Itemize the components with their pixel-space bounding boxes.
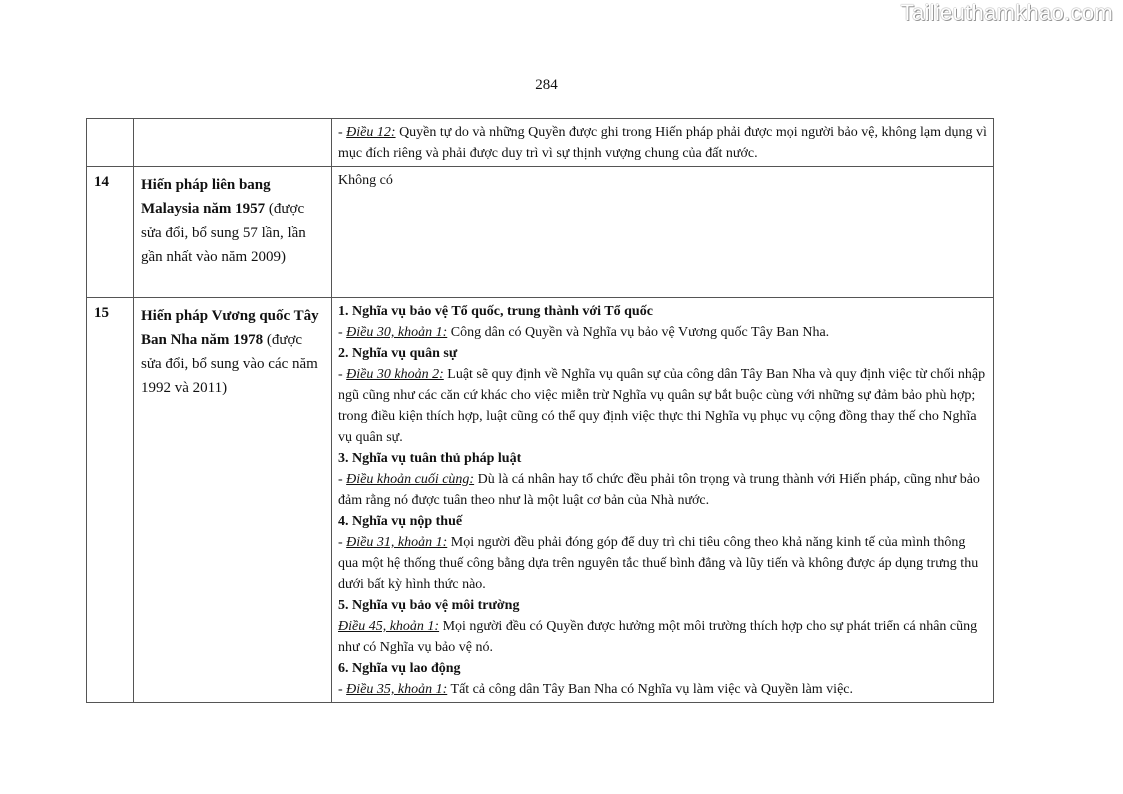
- section-prefix: -: [338, 472, 347, 487]
- number-cell: [87, 119, 134, 167]
- table-row-continuation: [87, 119, 994, 167]
- section-heading: 1. Nghĩa vụ bảo vệ Tổ quốc, trung thành với Tổ quốc: [338, 304, 653, 319]
- watermark: Tailieuthamkhao.com: [900, 0, 1113, 25]
- name-cell: [134, 119, 332, 167]
- constitution-name: [134, 298, 332, 703]
- article-ref: Điều 30 khoản 2:: [346, 367, 444, 382]
- constitution-title: Hiến pháp Vương quốc Tây Ban Nha năm 1978: [141, 308, 319, 348]
- article-text: Dù là cá nhân hay tổ chức đều phải tôn trọng và trung thành với Hiến pháp, cũng như bảo đảm rằng nó được tuân theo như là một luật cơ bản của Nhà nước.: [338, 472, 980, 508]
- section-body: [338, 532, 987, 595]
- section-prefix: -: [338, 367, 347, 382]
- section-prefix: -: [338, 325, 347, 340]
- content-text: Không có: [338, 173, 393, 188]
- article-ref: Điều khoản cuối cùng:: [346, 472, 475, 487]
- section-body: [338, 679, 987, 700]
- article-text: Mọi người đều có Quyền được hưởng một môi trường thích hợp cho sự phát triển cá nhân cũng như có Nghĩa vụ bảo vệ nó.: [338, 619, 978, 655]
- table-row-14: [87, 167, 994, 298]
- section-body: [338, 616, 987, 658]
- article-ref: Điều 35, khoản 1:: [346, 682, 448, 697]
- section-heading: 2. Nghĩa vụ quân sự: [338, 346, 458, 361]
- section-body: [338, 364, 987, 448]
- section-body: [338, 469, 987, 511]
- article-ref: Điều 12:: [346, 125, 396, 140]
- constitution-table: [86, 118, 994, 703]
- section-heading: 4. Nghĩa vụ nộp thuế: [338, 514, 463, 529]
- article-text: Công dân có Quyền và Nghĩa vụ bảo vệ Vương quốc Tây Ban Nha.: [447, 325, 830, 340]
- section-prefix: -: [338, 535, 347, 550]
- article-text: Tất cả công dân Tây Ban Nha có Nghĩa vụ làm việc và Quyền làm việc.: [447, 682, 853, 697]
- content-cell: [332, 167, 994, 298]
- article-text: Luật sẽ quy định về Nghĩa vụ quân sự của công dân Tây Ban Nha và quy định việc từ chối nhập ngũ cũng như các căn cứ khác cho việc miễn trừ Nghĩa vụ quân sự bắt buộc cùng với những sự đảm bảo phù hợp; trong điều kiện thích hợp, luật cũng có thể quy định việc thực thi Nghĩa vụ phục vụ cộng đồng thay thế cho Nghĩa vụ quân sự.: [338, 367, 986, 445]
- article-ref: Điều 45, khoản 1:: [338, 619, 440, 634]
- section-heading: 3. Nghĩa vụ tuân thủ pháp luật: [338, 451, 522, 466]
- constitution-note: (được sửa đổi, bổ sung vào các năm 1992 và 2011): [141, 332, 318, 396]
- article-text: Mọi người đều phải đóng góp để duy trì chi tiêu công theo khả năng kinh tế của mình thông qua một hệ thống thuế công bằng dựa trên nguyên tắc thuế bình đẳng và lũy tiến và không được áp dụng trưng thu dưới bất kỳ hình thức nào.: [338, 535, 979, 592]
- section-prefix: -: [338, 682, 347, 697]
- row-number: 15: [87, 298, 134, 703]
- article-text: Quyền tự do và những Quyền được ghi trong Hiến pháp phải được mọi người bảo vệ, không lạm dụng vì mục đích riêng và phải được duy trì vì sự thịnh vượng chung của đất nước.: [338, 125, 987, 161]
- content-cell: - Điều 12: Quyền tự do và những Quyền được ghi trong Hiến pháp phải được mọi người bảo vệ, không lạm dụng vì mục đích riêng và phải được duy trì vì sự thịnh vượng chung của đất nước.: [332, 119, 994, 167]
- constitution-name: [134, 167, 332, 298]
- content-cell: [332, 298, 994, 703]
- constitution-title: Hiến pháp liên bang Malaysia năm 1957: [141, 177, 271, 217]
- article-ref: Điều 31, khoản 1:: [346, 535, 448, 550]
- table-row-15: [87, 298, 994, 703]
- constitution-note: (được sửa đổi, bổ sung 57 lần, lần gần nhất vào năm 2009): [141, 201, 306, 265]
- page-number: 284: [535, 77, 558, 93]
- article-ref: Điều 30, khoản 1:: [346, 325, 448, 340]
- row-number: 14: [87, 167, 134, 298]
- section-heading: 5. Nghĩa vụ bảo vệ môi trường: [338, 598, 520, 613]
- section-body: [338, 322, 987, 343]
- section-heading: 6. Nghĩa vụ lao động: [338, 661, 461, 676]
